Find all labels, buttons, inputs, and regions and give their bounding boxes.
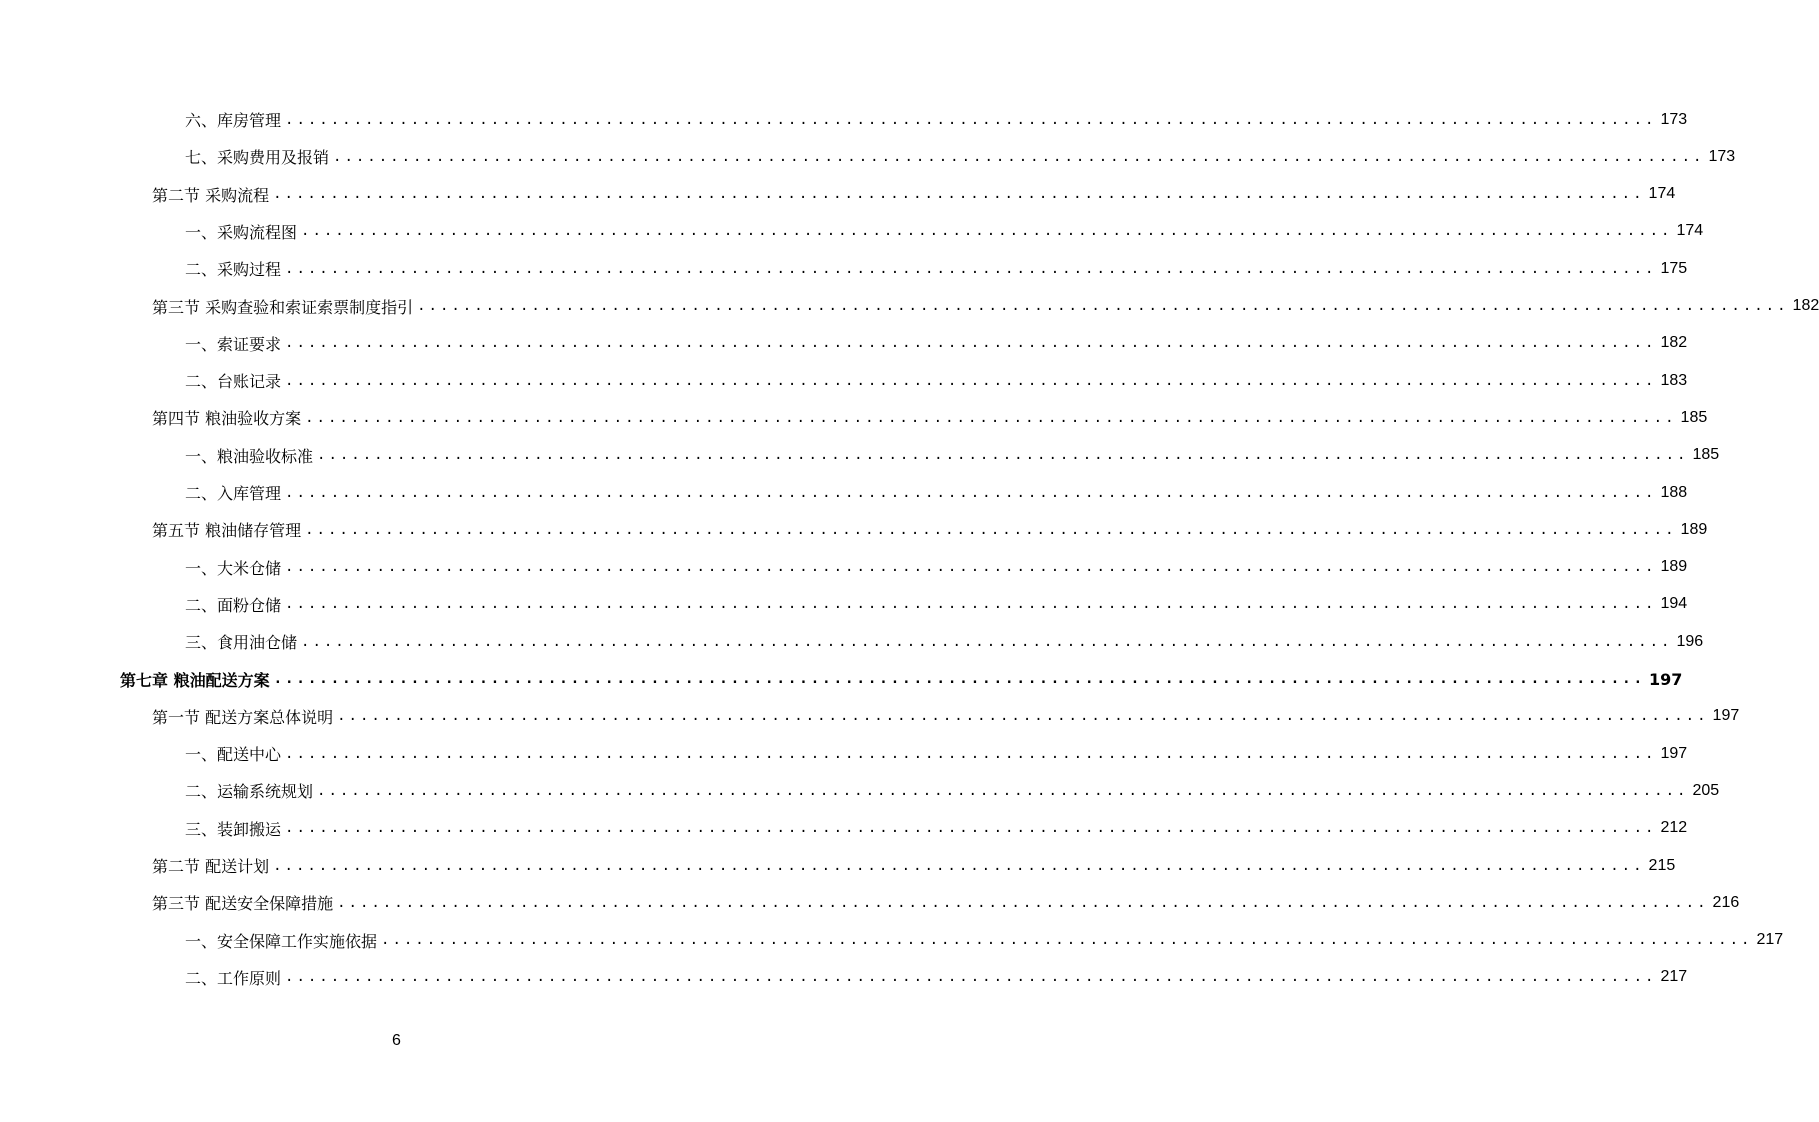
toc-subsection-entry — [185, 959, 1688, 996]
toc-subsection-entry — [185, 772, 1720, 809]
toc-entry-title: 第二节 采购流程 — [152, 185, 270, 205]
toc-entry-page: 197 — [1660, 744, 1688, 762]
toc-entry-title: 一、采购流程图 — [185, 222, 298, 242]
page-number: 6 — [392, 1032, 401, 1049]
toc-entry-page: 173 — [1660, 110, 1688, 128]
toc-entry-page: 212 — [1660, 819, 1688, 837]
toc-leader-dots: ........................................................................................................................ — [301, 223, 1673, 240]
toc-leader-dots: ........................................................................................................................ — [305, 409, 1677, 426]
toc-entry-title: 二、工作原则 — [185, 968, 282, 988]
toc-entry-page: 174 — [1648, 185, 1676, 203]
toc-entry-page: 174 — [1676, 222, 1704, 240]
toc-leader-dots: ........................................................................................................................ — [285, 484, 1657, 501]
toc-entry-title: 第二节 配送计划 — [152, 857, 270, 876]
toc-subsection-entry — [185, 325, 1688, 362]
toc-subsection-entry — [185, 586, 1688, 623]
toc-entry-page: 216 — [1712, 893, 1740, 911]
toc-entry-page: 197 — [1712, 707, 1740, 725]
toc-entry-page: 217 — [1756, 931, 1784, 949]
toc-leader-dots: ........................................................................................................................ — [381, 932, 1753, 949]
toc-leader-dots: ........................................................................................................................ — [301, 633, 1673, 650]
toc-entry-title: 一、安全保障工作实施依据 — [185, 931, 378, 951]
toc-entry-page: 189 — [1660, 558, 1688, 576]
toc-entry-page: 182 — [1792, 297, 1819, 314]
toc-subsection-entry — [185, 362, 1688, 399]
toc-section-entry — [152, 176, 1676, 213]
toc-section-entry — [152, 399, 1708, 436]
toc-leader-dots: ........................................................................................................................ — [337, 708, 1709, 725]
toc-entry-title: 二、采购过程 — [185, 260, 282, 280]
toc-subsection-entry — [185, 437, 1720, 474]
toc-entry-page: 175 — [1660, 259, 1688, 277]
toc-section-entry — [152, 288, 1819, 325]
toc-leader-dots: ........................................................................................................................ — [305, 521, 1677, 538]
toc-subsection-entry — [185, 810, 1688, 847]
toc-entry-title: 一、大米仓储 — [185, 558, 282, 578]
toc-entry-page: 189 — [1680, 520, 1708, 538]
toc-leader-dots: ........................................................................................................................ — [273, 186, 1645, 203]
toc-entry-title: 第四节 粮油验收方案 — [152, 409, 302, 429]
toc-leader-dots: ........................................................................................................................ — [317, 782, 1689, 799]
toc-entry-page: 185 — [1680, 408, 1708, 426]
toc-entry-title: 三、装卸搬运 — [185, 819, 282, 839]
toc-chapter-entry — [120, 661, 1683, 698]
toc-entry-title: 二、运输系统规划 — [185, 782, 314, 802]
toc-section-entry — [152, 698, 1740, 735]
toc-leader-dots: ........................................................................................................................ — [285, 260, 1657, 277]
toc-leader-dots: ........................................................................................................................ — [273, 857, 1645, 874]
toc-leader-dots: ........................................................................................................................ — [285, 969, 1657, 986]
toc-leader-dots: ........................................................................................................................ — [285, 372, 1657, 389]
toc-entry-page: 215 — [1648, 856, 1676, 874]
toc-entry-page: 173 — [1708, 147, 1736, 165]
toc-subsection-entry — [185, 101, 1688, 138]
toc-entry-title: 第三节 采购查验和索证索票制度指引 — [152, 297, 414, 317]
toc-entry-title: 第七章 粮油配送方案 — [120, 670, 270, 690]
toc-leader-dots: ........................................................................................................................ — [285, 335, 1657, 352]
toc-entry-title: 一、索证要求 — [185, 334, 282, 354]
toc-subsection-entry — [185, 138, 1736, 175]
toc-subsection-entry — [185, 623, 1704, 660]
toc-entry-title: 六、库房管理 — [185, 111, 282, 130]
toc-leader-dots: ........................................................................................................................ — [285, 559, 1657, 576]
toc-section-entry — [152, 884, 1740, 921]
toc-subsection-entry — [185, 735, 1688, 772]
toc-entry-page: 194 — [1660, 595, 1688, 613]
toc-entry-page: 205 — [1692, 781, 1720, 799]
toc-section-entry — [152, 847, 1676, 884]
toc-entry-page: 183 — [1660, 371, 1688, 389]
toc-entry-page: 217 — [1660, 968, 1688, 986]
toc-entry-title: 二、面粉仓储 — [185, 595, 282, 615]
toc-entry-page: 185 — [1692, 446, 1720, 464]
toc-entry-title: 一、配送中心 — [185, 745, 282, 765]
toc-leader-dots: ........................................................................................................................ — [317, 447, 1689, 464]
toc-subsection-entry — [185, 922, 1784, 959]
toc-subsection-entry — [185, 549, 1688, 586]
toc-entry-page: 182 — [1660, 334, 1688, 352]
toc-entry-title: 第一节 配送方案总体说明 — [152, 707, 334, 727]
toc-entry-title: 二、台账记录 — [185, 372, 282, 392]
toc-leader-dots: ........................................................................................................................ — [285, 111, 1657, 128]
toc-entry-title: 七、采购费用及报销 — [185, 148, 330, 168]
toc-section-entry — [152, 511, 1708, 548]
toc-entry-page: 196 — [1676, 632, 1704, 650]
toc-subsection-entry — [185, 213, 1704, 250]
toc-entry-title: 一、粮油验收标准 — [185, 446, 314, 466]
toc-leader-dots: ........................................................................................................................ — [273, 671, 1646, 687]
toc-entry-title: 第三节 配送安全保障措施 — [152, 894, 334, 914]
toc-entry-title: 二、入库管理 — [185, 484, 282, 503]
toc-entry-title: 三、食用油仓储 — [185, 633, 298, 653]
toc-entry-page: 197 — [1649, 669, 1683, 689]
toc-leader-dots: ........................................................................................................................ — [285, 820, 1657, 837]
toc-leader-dots: ........................................................................................................................ — [337, 894, 1709, 911]
toc-subsection-entry — [185, 250, 1688, 287]
toc-entry-page: 188 — [1660, 483, 1688, 501]
toc-subsection-entry — [185, 474, 1688, 511]
toc-leader-dots: ........................................................................................................................ — [417, 298, 1789, 314]
toc-leader-dots: ........................................................................................................................ — [285, 745, 1657, 762]
toc-entry-title: 第五节 粮油储存管理 — [152, 521, 302, 541]
toc-leader-dots: ........................................................................................................................ — [285, 596, 1657, 613]
toc-leader-dots: ........................................................................................................................ — [333, 148, 1705, 165]
